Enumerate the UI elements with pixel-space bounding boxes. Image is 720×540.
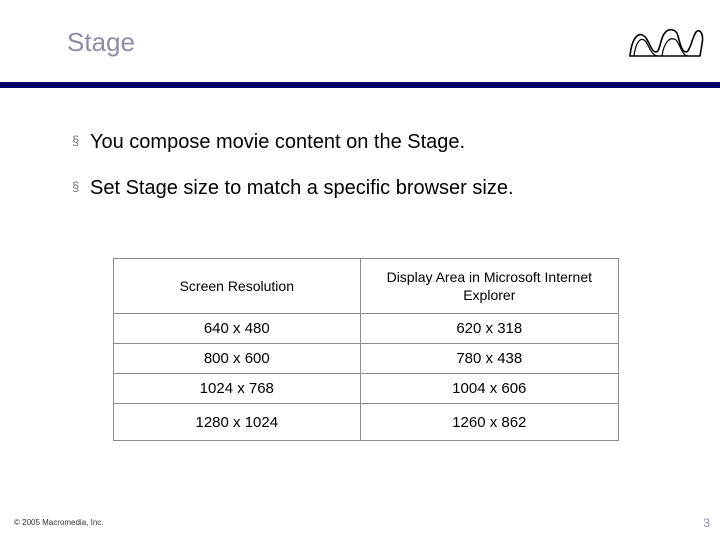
title-divider: [0, 82, 720, 88]
column-header-screen-resolution: Screen Resolution: [114, 259, 361, 314]
table-row: [114, 404, 619, 441]
table-row: [114, 344, 619, 374]
table-cell: 620 x 318: [360, 314, 618, 344]
bullet-text: Set Stage size to match a specific browser size.: [90, 177, 514, 199]
table-cell: 1024 x 768: [114, 374, 361, 404]
table-cell: 780 x 438: [360, 344, 618, 374]
bullet-marker-icon: §: [72, 179, 80, 194]
bullet-item: [72, 124, 514, 160]
table-cell: 1004 x 606: [360, 374, 618, 404]
table-row: [114, 374, 619, 404]
table-cell: 1280 x 1024: [114, 404, 361, 441]
bullet-text: You compose movie content on the Stage.: [90, 131, 466, 153]
column-header-display-area: Display Area in Microsoft Internet Explorer: [360, 259, 618, 314]
bullet-marker-icon: §: [72, 133, 80, 148]
slide-title: Stage: [67, 27, 135, 57]
table-header-row: [114, 259, 619, 314]
bullet-list: [72, 124, 514, 216]
table-cell: 800 x 600: [114, 344, 361, 374]
bullet-item: [72, 170, 514, 206]
table-row: [114, 314, 619, 344]
table-cell: 1260 x 862: [360, 404, 618, 441]
table-cell: 640 x 480: [114, 314, 361, 344]
copyright-notice: © 2005 Macromedia, Inc.: [14, 518, 104, 527]
macromedia-logo-icon: [626, 22, 706, 62]
resolution-table: [113, 258, 619, 441]
page-number: 3: [703, 516, 710, 530]
